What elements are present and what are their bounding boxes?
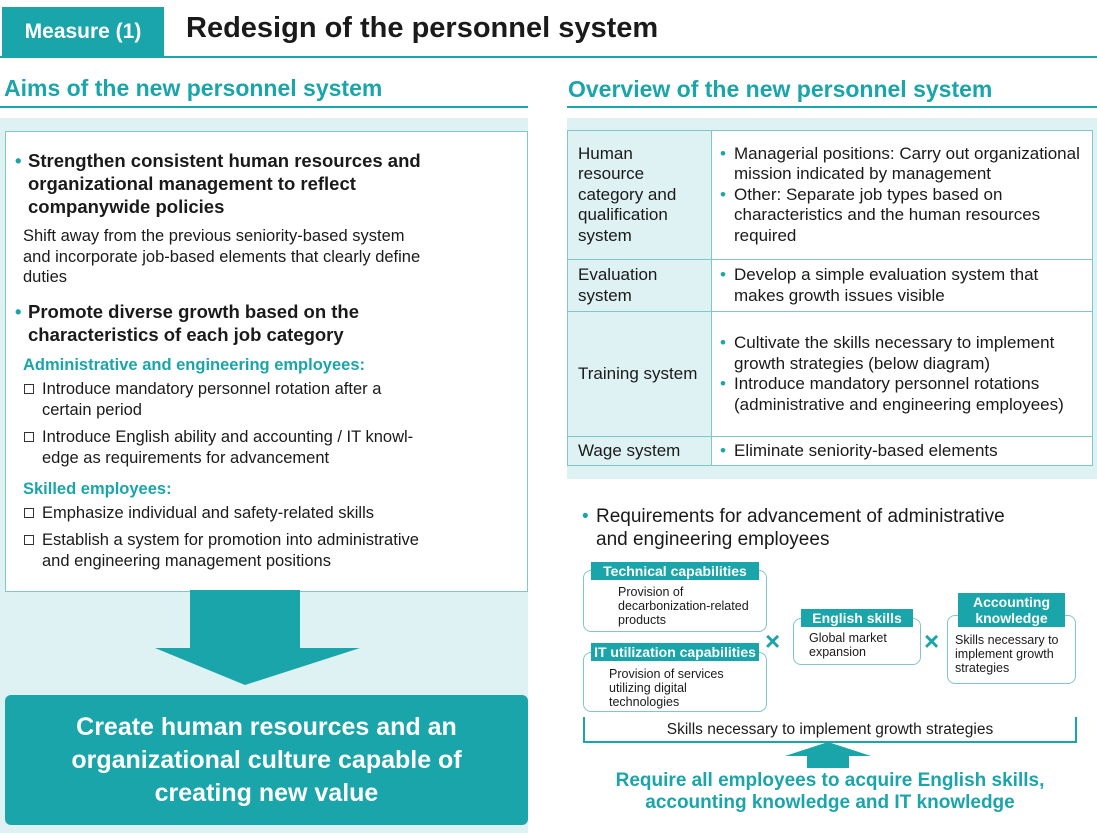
- list-item: Emphasize individual and safety-related skills: [23, 503, 374, 524]
- aims-box: [5, 131, 528, 592]
- aims-section-rule: [0, 106, 528, 108]
- aim-heading-diverse-growth: • Promote diverse growth based on the characteristics of each job category: [15, 301, 360, 345]
- table-row: [568, 312, 1093, 437]
- checkbox-icon: [24, 508, 34, 518]
- row-label: Human resource category and qualification system: [568, 131, 712, 260]
- list-item: Introduce English ability and accounting / IT knowl- edge as requirements for advancement: [23, 427, 413, 468]
- up-arrow-icon: [783, 742, 873, 768]
- list-item: Establish a system for promotion into administrative and engineering management positions: [23, 530, 419, 571]
- aim-body-seniority: Shift away from the previous seniority-based system and incorporate job-based elements that clearly define duties: [23, 227, 421, 286]
- down-arrow-icon: [150, 590, 380, 690]
- list-item: Introduce mandatory personnel rotation after a certain period: [23, 379, 381, 420]
- row-value: • Managerial positions: Carry out organizational mission indicated by management • Other: Separate job types based on characteristics and the human resources required: [712, 131, 1093, 260]
- times-icon: ×: [765, 626, 781, 656]
- checkbox-icon: [24, 384, 34, 394]
- result-box: Create human resources and an organizational culture capable of creating new value: [5, 695, 528, 825]
- page-title: Redesign of the personnel system: [186, 12, 659, 44]
- subheading-skilled: Skilled employees:: [23, 480, 172, 498]
- table-row: [568, 260, 1093, 312]
- table-row: [568, 131, 1093, 260]
- technical-capabilities-label: Technical capabilities: [591, 562, 759, 580]
- accounting-knowledge-box: Skills necessary to implement growth strategies: [947, 615, 1076, 684]
- bullet-icon: •: [582, 506, 589, 527]
- row-value: • Eliminate seniority-based elements: [712, 437, 1093, 466]
- bullet-icon: •: [15, 150, 22, 171]
- technical-capabilities-box: Provision of decarbonization-related products: [583, 570, 767, 632]
- checkbox-icon: [24, 535, 34, 545]
- english-skills-label: English skills: [801, 609, 913, 627]
- overview-section-rule: [567, 106, 1097, 108]
- row-value: • Cultivate the skills necessary to implement growth strategies (below diagram) • Introduce mandatory personnel rotations (administrative and engineering employees): [712, 312, 1093, 437]
- row-label: Wage system: [568, 437, 712, 466]
- measure-badge: Measure (1): [2, 7, 164, 56]
- aim-heading-consistent: • Strengthen consistent human resources and organizational management to reflect companywide policies: [15, 150, 421, 217]
- english-skills-box: Global market expansion: [793, 618, 921, 665]
- bracket-label: Skills necessary to implement growth strategies: [666, 721, 994, 738]
- table-row: [568, 437, 1093, 466]
- subheading-admin-engineering: Administrative and engineering employees:: [23, 356, 366, 374]
- requirement-all-employees: Require all employees to acquire English skills, accounting knowledge and IT knowledge: [615, 770, 1045, 813]
- aims-section-title: Aims of the new personnel system: [4, 75, 383, 101]
- row-label: Evaluation system: [568, 260, 712, 312]
- it-capabilities-label: IT utilization capabilities: [591, 643, 759, 661]
- times-icon: ×: [924, 626, 940, 656]
- checkbox-icon: [24, 432, 34, 442]
- row-label: Training system: [568, 312, 712, 437]
- row-value: • Develop a simple evaluation system that makes growth issues visible: [712, 260, 1093, 312]
- overview-table: [567, 130, 1093, 466]
- overview-section-title: Overview of the new personnel system: [568, 76, 993, 102]
- header-rule: [0, 56, 1097, 58]
- it-capabilities-box: Provision of services utilizing digital technologies: [583, 652, 767, 712]
- requirements-title: • Requirements for advancement of administrative and engineering employees: [582, 506, 1005, 550]
- accounting-knowledge-label: Accounting knowledge: [958, 593, 1065, 627]
- bullet-icon: •: [15, 301, 22, 322]
